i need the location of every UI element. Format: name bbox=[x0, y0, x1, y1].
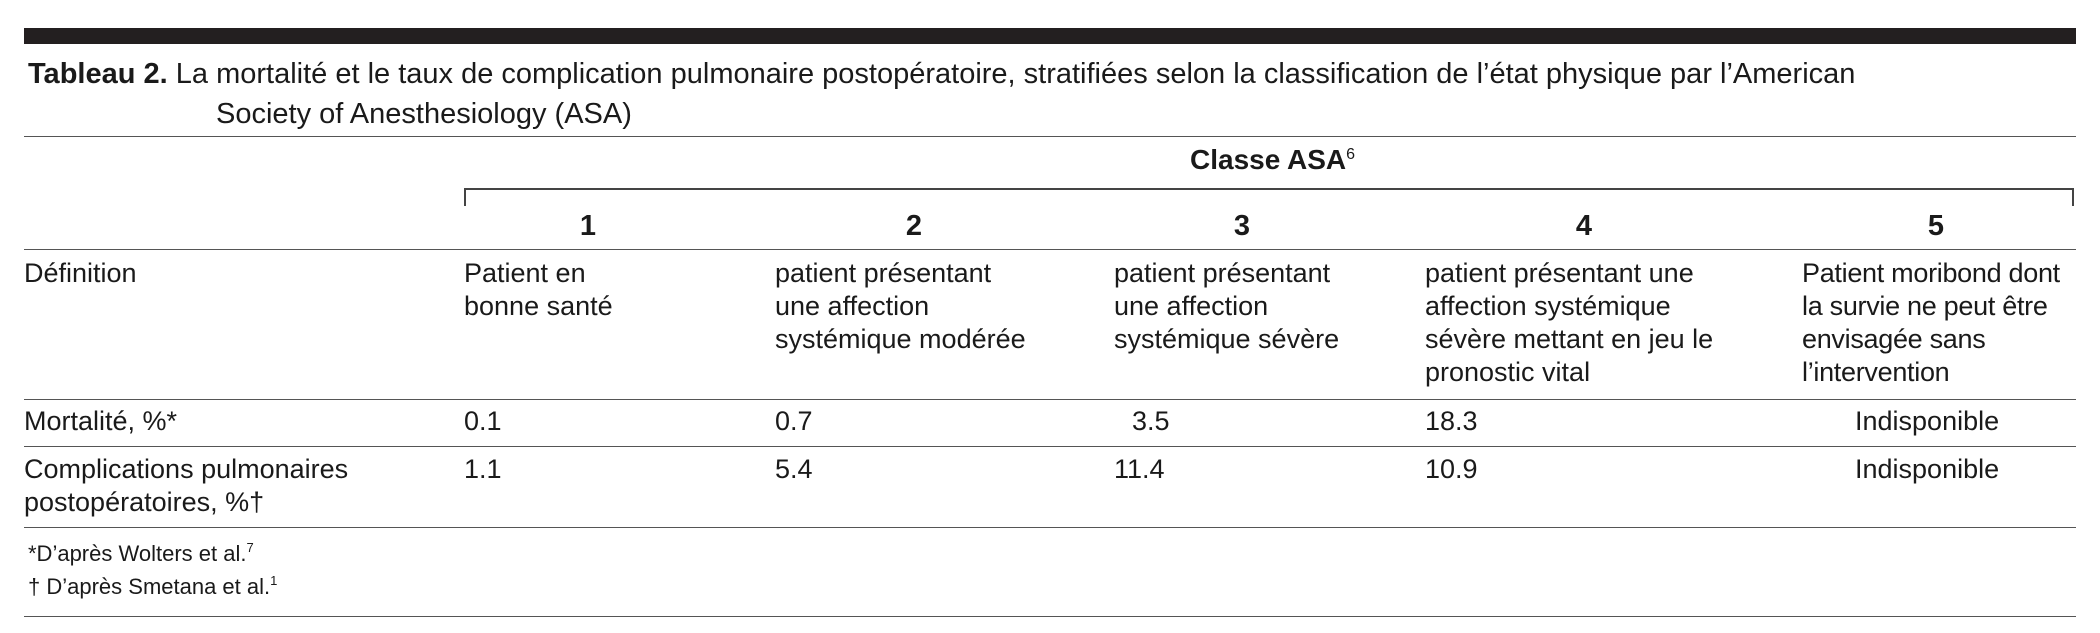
header-divider bbox=[24, 249, 2076, 250]
footer-divider bbox=[24, 616, 2076, 617]
cell-line: envisagée sans bbox=[1802, 324, 1986, 354]
cell-line: patient présentant une bbox=[1425, 258, 1694, 288]
cell-line: patient présentant bbox=[1114, 258, 1331, 288]
column-header-3: 3 bbox=[1233, 210, 1251, 242]
group-header-ref: 6 bbox=[1346, 146, 1356, 163]
cell-line: systémique sévère bbox=[1114, 324, 1340, 354]
mortality-cell-1: 0.1 bbox=[464, 406, 502, 436]
cell-line: une affection bbox=[775, 291, 930, 321]
column-header-1: 1 bbox=[579, 210, 597, 242]
mortality-cell-3: 3.5 bbox=[1132, 406, 1170, 436]
group-header bbox=[1190, 144, 1355, 176]
column-header-2: 2 bbox=[905, 210, 923, 242]
row-label-line: Définition bbox=[24, 258, 137, 288]
table-caption-line2: Society of Anesthesiology (ASA) bbox=[216, 98, 632, 130]
cell-line: patient présentant bbox=[775, 258, 992, 288]
cell-line: Patient moribond dont bbox=[1802, 258, 2060, 288]
complications-cell-3: 11.4 bbox=[1114, 454, 1165, 484]
mortality-cell-2: 0.7 bbox=[775, 406, 813, 436]
group-header-label: Classe ASA bbox=[1190, 144, 1347, 175]
mortality-cell-4: 18.3 bbox=[1425, 406, 1478, 436]
footnote-1 bbox=[28, 540, 254, 567]
complications-cell-4: 10.9 bbox=[1425, 454, 1478, 484]
column-header-4: 4 bbox=[1575, 210, 1593, 242]
cell-line: une affection bbox=[1114, 291, 1269, 321]
row-label-line: Complications pulmonaires bbox=[24, 454, 349, 484]
cell-line: sévère mettant en jeu le bbox=[1425, 324, 1714, 354]
footnote-text: † D’après Smetana et al. bbox=[28, 574, 271, 599]
table-caption-label: Tableau 2. bbox=[28, 58, 168, 90]
footnote-ref: 7 bbox=[246, 540, 254, 555]
row-label-definition bbox=[24, 257, 137, 290]
table-caption-text: La mortalité et le taux de complication pulmonaire postopératoire, stratifiées selon la classification de l’état physique par l’American bbox=[175, 58, 1856, 90]
definition-cell-3 bbox=[1114, 257, 1339, 356]
cell-line: l’intervention bbox=[1802, 357, 1950, 387]
complications-cell-2: 5.4 bbox=[775, 454, 813, 484]
group-header-bracket bbox=[464, 188, 2074, 206]
column-header-5: 5 bbox=[1927, 210, 1945, 242]
footnote-ref: 1 bbox=[270, 573, 278, 588]
row-divider bbox=[24, 446, 2076, 447]
cell-line: systémique modérée bbox=[775, 324, 1026, 354]
caption-divider bbox=[24, 136, 2076, 137]
complications-cell-5: Indisponible bbox=[1855, 454, 2000, 484]
cell-line: Patient en bbox=[464, 258, 586, 288]
cell-line: affection systémique bbox=[1425, 291, 1671, 321]
row-label-mortality: Mortalité, %* bbox=[24, 406, 178, 436]
cell-line: pronostic vital bbox=[1425, 357, 1591, 387]
row-label-line: postopératoires, %† bbox=[24, 487, 265, 517]
definition-cell-2 bbox=[775, 257, 1026, 356]
row-label-complications bbox=[24, 453, 348, 519]
mortality-cell-5: Indisponible bbox=[1855, 406, 2000, 436]
footnote-text: *D’après Wolters et al. bbox=[28, 541, 247, 566]
footnote-2 bbox=[28, 573, 277, 600]
row-divider bbox=[24, 399, 2076, 400]
complications-cell-1: 1.1 bbox=[464, 454, 502, 484]
cell-line: la survie ne peut être bbox=[1802, 291, 2048, 321]
definition-cell-1 bbox=[464, 257, 613, 323]
top-bar bbox=[24, 28, 2076, 44]
table-bottom-divider bbox=[24, 527, 2076, 528]
cell-line: bonne santé bbox=[464, 291, 613, 321]
definition-cell-4 bbox=[1425, 257, 1713, 389]
definition-cell-5 bbox=[1802, 257, 2060, 389]
table-caption-line1 bbox=[28, 54, 1855, 94]
